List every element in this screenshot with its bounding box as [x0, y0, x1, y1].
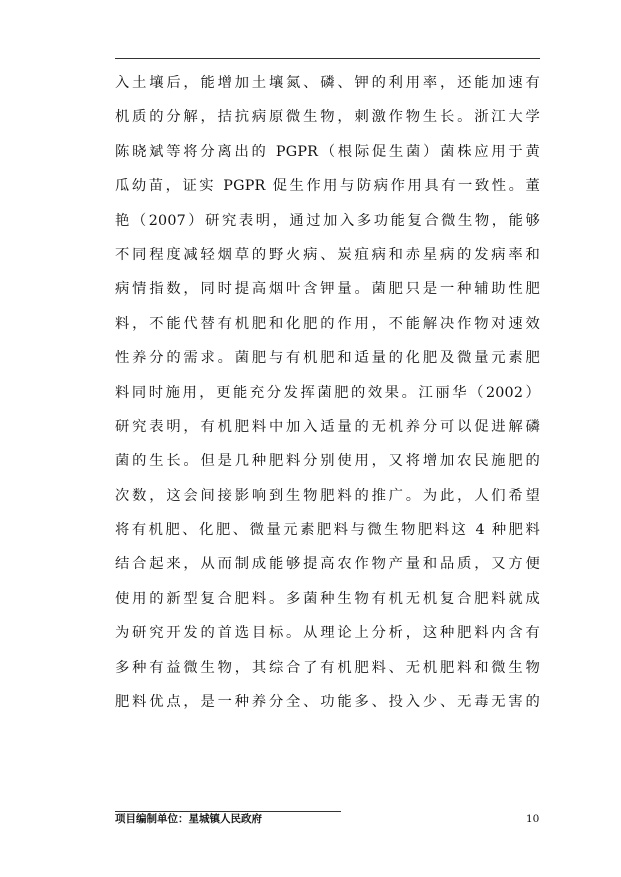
text-line: 结合起来，从而制成能够提高农作物产量和品质，又方便: [115, 556, 540, 573]
text-line: 次数，这会间接影响到生物肥料的推广。为此，人们希望: [115, 487, 540, 504]
text-line: 艳（2007）研究表明，通过加入多功能复合微生物，能够: [115, 212, 540, 229]
body-text: [115, 66, 540, 719]
text-line: 肥料优点，是一种养分全、功能多、投入少、无毒无害的: [115, 694, 540, 711]
text-line: 菌的生长。但是几种肥料分别使用，又将增加农民施肥的: [115, 453, 540, 470]
text-line: 为研究开发的首选目标。从理论上分析，这种肥料内含有: [115, 625, 540, 642]
text-line: 性养分的需求。菌肥与有机肥和适量的化肥及微量元素肥: [115, 350, 540, 367]
text-line: 不同程度减轻烟草的野火病、炭疽病和赤星病的发病率和: [115, 246, 540, 263]
text-line: 陈晓斌等将分离出的 PGPR（根际促生菌）菌株应用于黄: [115, 143, 540, 160]
text-line: 病情指数，同时提高烟叶含钾量。菌肥只是一种辅助性肥: [115, 281, 540, 298]
footer-organization: 项目编制单位：星城镇人民政府: [115, 813, 262, 825]
text-line: 入土壤后，能增加土壤氮、磷、钾的利用率，还能加速有: [115, 75, 540, 91]
page-number: 10: [526, 813, 540, 825]
text-line: 瓜幼苗，证实 PGPR 促生作用与防病作用具有一致性。董: [115, 178, 540, 195]
text-line: 使用的新型复合肥料。多菌种生物有机无机复合肥料就成: [115, 590, 540, 607]
text-line: 将有机肥、化肥、微量元素肥料与微生物肥料这 4 种肥料: [115, 522, 540, 539]
text-line: 料同时施用，更能充分发挥菌肥的效果。江丽华（2002）: [115, 384, 540, 401]
text-line: 研究表明，有机肥料中加入适量的无机养分可以促进解磷: [115, 418, 540, 435]
text-line: 料，不能代替有机肥和化肥的作用，不能解决作物对速效: [115, 315, 540, 332]
header-rule: [115, 58, 540, 59]
text-line: 机质的分解，拮抗病原微生物，刺激作物生长。浙江大学: [115, 109, 540, 126]
text-line: 多种有益微生物，其综合了有机肥料、无机肥料和微生物: [115, 659, 540, 676]
